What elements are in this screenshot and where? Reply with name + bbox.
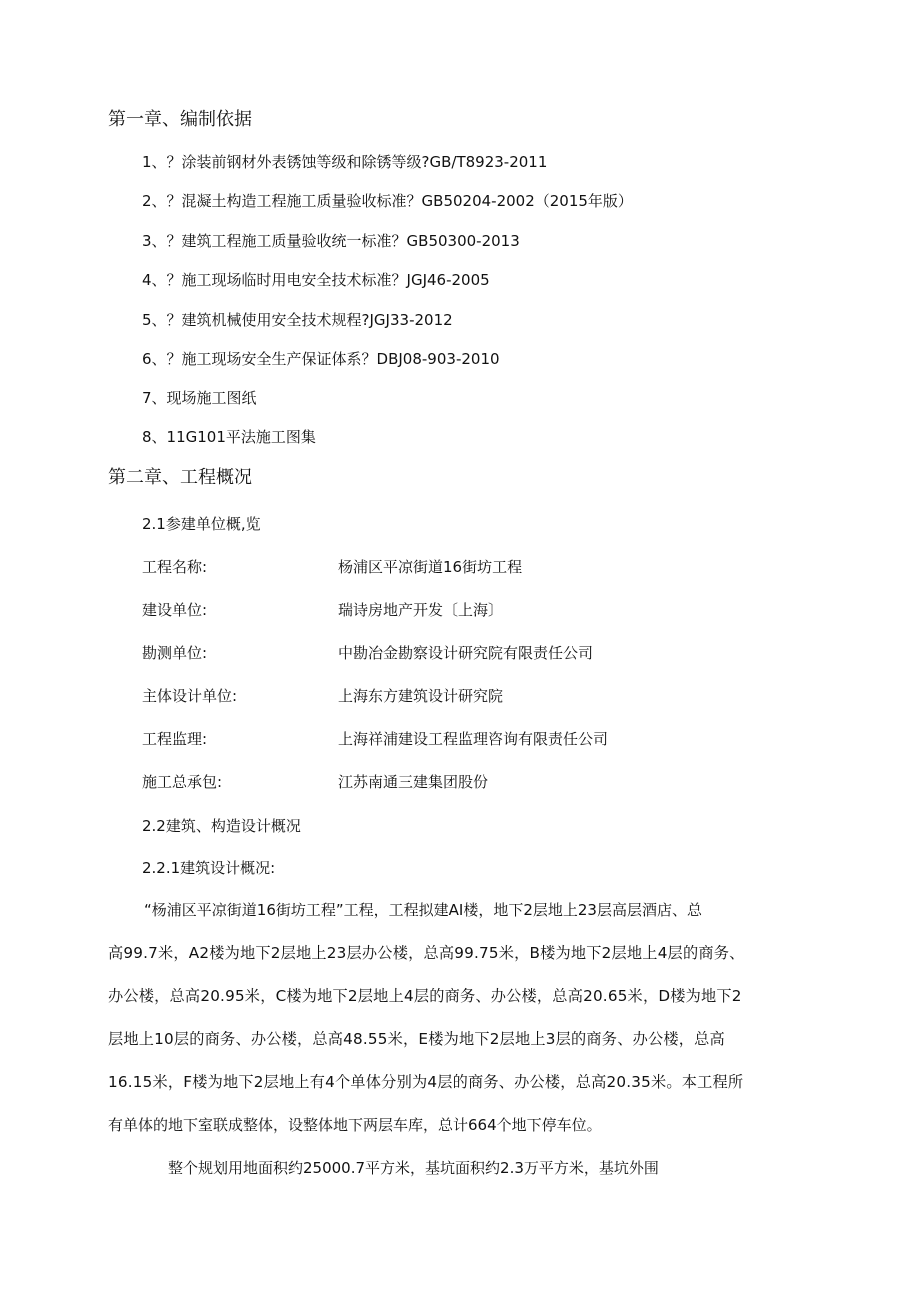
site-area-paragraph: 整个规划用地面积约25000.7平方米，基坑面积约2.3万平方米，基坑外围 <box>168 1159 659 1177</box>
paragraph-line: 16.15米，F楼为地下2层地上有4个单体分别为4层的商务、办公楼，总高20.35米。本工程所 <box>108 1073 744 1091</box>
unit-label: 施工总承包: <box>142 773 223 791</box>
reference-item-5: 5、？建筑机械使用安全技术规程?JGJ33-2012 <box>142 311 453 329</box>
section-2-2-heading: 2.2建筑、构造设计概况 <box>142 817 301 835</box>
chapter-1-title: 第一章、编制依据 <box>108 109 252 130</box>
reference-item-3: 3、？建筑工程施工质量验收统一标准？GB50300-2013 <box>142 232 520 250</box>
chapter-2-title: 第二章、工程概况 <box>108 467 252 488</box>
reference-item-6: 6、？施工现场安全生产保证体系？DBJ08-903-2010 <box>142 350 500 368</box>
paragraph-line: 层地上10层的商务、办公楼，总高48.55米，E楼为地下2层地上3层的商务、办公楼，总高 <box>108 1030 725 1048</box>
unit-value: 瑞诗房地产开发〔上海〕 <box>338 601 504 619</box>
unit-label: 主体设计单位: <box>142 687 238 705</box>
paragraph-line: 高99.7米，A2楼为地下2层地上23层办公楼，总高99.75米，B楼为地下2层地上4层的商务、 <box>108 944 745 962</box>
paragraph-line: 办公楼，总高20.95米，C楼为地下2层地上4层的商务、办公楼，总高20.65米，D楼为地下2 <box>108 987 742 1005</box>
unit-label: 工程名称: <box>142 558 208 576</box>
reference-item-7: 7、现场施工图纸 <box>142 389 257 407</box>
paragraph-line: “杨浦区平凉街道16街坊工程”工程，工程拟建AI楼，地下2层地上23层高层酒店、总 <box>144 901 702 919</box>
reference-item-8: 8、11G101平法施工图集 <box>142 428 316 446</box>
reference-item-1: 1、？涂装前钢材外表锈蚀等级和除锈等级?GB/T8923-2011 <box>142 153 548 171</box>
reference-item-4: 4、？施工现场临时用电安全技术标准？JGJ46-2005 <box>142 271 490 289</box>
section-2-1-heading: 2.1参建单位概,览 <box>142 515 261 533</box>
unit-value: 江苏南通三建集团股份 <box>338 773 489 791</box>
paragraph-line: 有单体的地下室联成整体，设整体地下两层车库，总计664个地下停车位。 <box>108 1116 602 1134</box>
reference-item-2: 2、？混凝土构造工程施工质量验收标准？GB50204-2002（2015年版） <box>142 192 633 210</box>
unit-label: 工程监理: <box>142 730 208 748</box>
unit-value: 杨浦区平凉街道16街坊工程 <box>338 558 523 576</box>
section-2-2-1-heading: 2.2.1建筑设计概况: <box>142 859 276 877</box>
unit-value: 上海东方建筑设计研究院 <box>338 687 504 705</box>
unit-label: 建设单位: <box>142 601 208 619</box>
unit-label: 勘测单位: <box>142 644 208 662</box>
unit-value: 上海祥浦建设工程监理咨询有限责任公司 <box>338 730 609 748</box>
unit-value: 中勘冶金勘察设计研究院有限责任公司 <box>338 644 594 662</box>
